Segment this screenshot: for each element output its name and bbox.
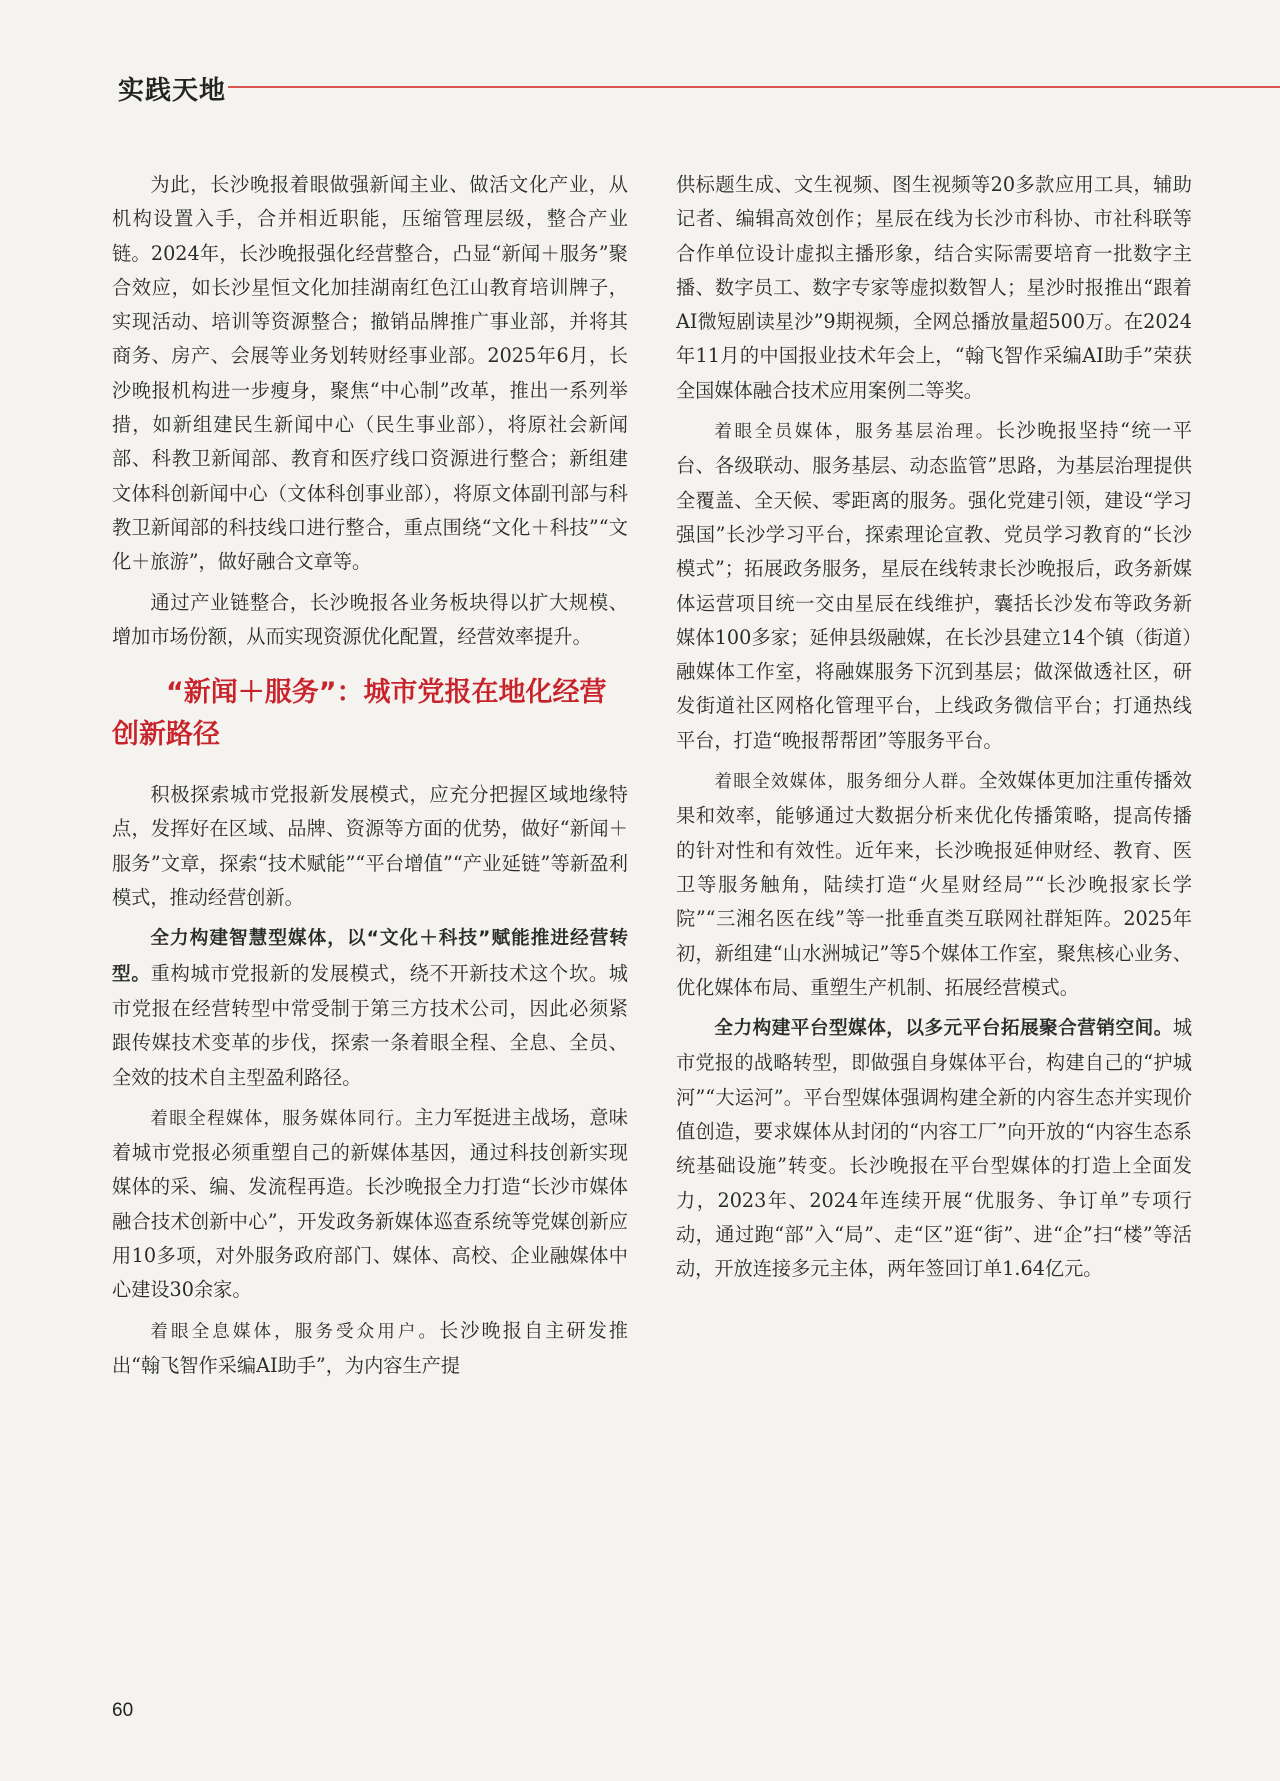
left-column: [112, 168, 628, 1389]
page-number: 60: [112, 1700, 134, 1721]
paragraph-lead: 着眼全员媒体，服务基层治理。: [714, 422, 996, 443]
paragraph-body: 重构城市党报新的发展模式，绕不开新技术这个坎。城市党报在经营转型中常受制于第三方技术公司，因此必须紧跟传媒技术变革的步伐，探索一条着眼全程、全息、全员、全效的技术自主型盈利路径。: [112, 961, 628, 1089]
paragraph-body: 城市党报的战略转型，即做强自身媒体平台，构建自己的“护城河”“大运河”。平台型媒体强调构建全新的内容生态并实现价值创造，要求媒体从封闭的“内容工厂”向开放的“内容生态系统基础设施”转变。长沙晚报在平台型媒体的打造上全面发力，2023年、2024年连续开展“优服务、争订单”专项行动，通过跑“部”入“局”、走“区”逛“街”、进“企”扫“楼”等活动，开放连接多元主体，两年签回订单1.64亿元。: [676, 1016, 1192, 1281]
paragraph: 为此，长沙晚报着眼做强新闻主业、做活文化产业，从机构设置入手，合并相近职能，压缩管理层级，整合产业链。2024年，长沙晚报强化经营整合，凸显“新闻＋服务”聚合效应，如长沙星恒文化加挂湖南红色江山教育培训牌子，实现活动、培训等资源整合；撤销品牌推广事业部，并将其商务、房产、会展等业务划转财经事业部。2025年6月，长沙晚报机构进一步瘦身，聚焦“中心制”改革，推出一系列举措，如新组建民生新闻中心（民生事业部），将原社会新闻部、科教卫新闻部、教育和医疗线口资源进行整合；新组建文体科创新闻中心（文体科创事业部），将原文体副刊部与科教卫新闻部的科技线口进行整合，重点围绕“文化＋科技”“文化＋旅游”，做好融合文章等。: [112, 173, 628, 574]
paragraph: [676, 764, 1192, 1005]
paragraph-body: 全效媒体更加注重传播效果和效率，能够通过大数据分析来优化传播策略，提高传播的针对性和有效性。近年来，长沙晚报延伸财经、教育、医卫等服务触角，陆续打造“火星财经局”“长沙晚报家长学院”“三湘名医在线”等一批垂直类互联网社群矩阵。2025年初，新组建“山水洲城记”等5个媒体工作室，聚焦核心业务、优化媒体布局、重塑生产机制、拓展经营模式。: [676, 769, 1192, 999]
paragraph: 通过产业链整合，长沙晚报各业务板块得以扩大规模、增加市场份额，从而实现资源优化配置，经营效率提升。: [112, 590, 628, 648]
paragraph: [112, 921, 628, 1094]
section-heading: “新闻＋服务”：城市党报在地化经营创新路径: [112, 677, 607, 751]
paragraph: [676, 1011, 1192, 1286]
running-header: [0, 62, 1280, 112]
paragraph-body: 主力军挺进主战场，意味着城市党报必须重塑自己的新媒体基因，通过科技创新实现媒体的采、编、发流程再造。长沙晚报全力打造“长沙市媒体融合技术创新中心”，开发政务新媒体巡查系统等党媒创新应用10多项，对外服务政府部门、媒体、高校、企业融媒体中心建设30余家。: [112, 1105, 628, 1302]
paragraph: [112, 1314, 628, 1384]
paragraph-lead: 着眼全效媒体，服务细分人群。: [714, 772, 979, 793]
paragraph-lead: 着眼全息媒体，服务受众用户。: [150, 1321, 440, 1342]
paragraph: [112, 1101, 628, 1308]
paragraph: [676, 414, 1192, 758]
right-column: [676, 168, 1192, 1293]
paragraph-lead: 着眼全程媒体，服务媒体同行。: [150, 1108, 415, 1129]
paragraph-lead: 全力构建平台型媒体，以多元平台拓展聚合营销空间。: [714, 1018, 1173, 1040]
paragraph-body: 长沙晚报坚持“统一平台、各级联动、服务基层、动态监管”思路，为基层治理提供全覆盖、全天候、零距离的服务。强化党建引领，建设“学习强国”长沙学习平台，探索理论宣教、党员学习教育的“长沙模式”；拓展政务服务，星辰在线转隶长沙晚报后，政务新媒体运营项目统一交由星辰在线维护，囊括长沙发布等政务新媒体100多家；延伸县级融媒，在长沙县建立14个镇（街道）融媒体工作室，将融媒服务下沉到基层；做深做透社区，研发街道社区网格化管理平台，上线政务微信平台；打通热线平台，打造“晚报帮帮团”等服务平台。: [676, 419, 1192, 752]
paragraph-lead: 全力构建智慧型媒体，以“文化＋科技”赋能推进经营转型。: [112, 928, 628, 985]
header-rule: [228, 86, 1280, 88]
paragraph: 供标题生成、文生视频、图生视频等20多款应用工具，辅助记者、编辑高效创作；星辰在线为长沙市科协、市社科联等合作单位设计虚拟主播形象，结合实际需要培育一批数字主播、数字员工、数字专家等虚拟数智人；星沙时报推出“跟着AI微短剧读星沙”9期视频，全网总播放量超500万。在2024年11月的中国报业技术年会上，“翰飞智作采编AI助手”荣获全国媒体融合技术应用案例二等奖。: [676, 173, 1192, 402]
paragraph-body: 长沙晚报自主研发推出“翰飞智作采编AI助手”，为内容生产提: [112, 1318, 628, 1377]
section-label: 实践天地: [118, 76, 227, 106]
paragraph: 积极探索城市党报新发展模式，应充分把握区域地缘特点，发挥好在区域、品牌、资源等方面的优势，做好“新闻＋服务”文章，探索“技术赋能”“平台增值”“产业延链”等新盈利模式，推动经营创新。: [112, 783, 628, 910]
